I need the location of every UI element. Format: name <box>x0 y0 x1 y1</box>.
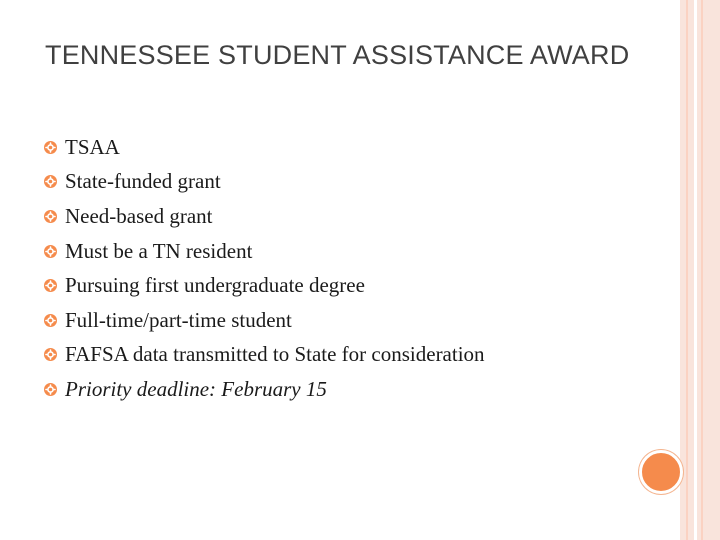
bullet-text: Must be a TN resident <box>65 238 253 263</box>
bullet-item <box>44 165 485 200</box>
slide-title: TENNESSEE STUDENT ASSISTANCE AWARD <box>45 40 630 70</box>
gear-bullet-icon <box>44 175 57 188</box>
bullet-text: FAFSA data transmitted to State for consideration <box>65 342 485 367</box>
border-line <box>701 0 703 540</box>
bullet-list <box>44 130 485 407</box>
bullet-text: Need-based grant <box>65 203 213 228</box>
bullet-item <box>44 303 485 338</box>
gear-bullet-icon <box>44 314 57 327</box>
bullet-text: Full-time/part-time student <box>65 307 292 332</box>
gear-bullet-icon <box>44 348 57 361</box>
bullet-item <box>44 199 485 234</box>
bullet-text: Pursuing first undergraduate degree <box>65 273 365 298</box>
gear-bullet-icon <box>44 210 57 223</box>
gear-bullet-icon <box>44 245 57 258</box>
bullet-item <box>44 372 485 407</box>
bullet-item <box>44 338 485 373</box>
bullet-text: TSAA <box>65 134 120 159</box>
decorative-circle <box>639 450 683 494</box>
gear-bullet-icon <box>44 141 57 154</box>
gear-bullet-icon <box>44 279 57 292</box>
gear-bullet-icon <box>44 383 57 396</box>
bullet-text: State-funded grant <box>65 169 221 194</box>
border-line <box>694 0 697 540</box>
bullet-item <box>44 234 485 269</box>
bullet-item <box>44 268 485 303</box>
border-line <box>686 0 688 540</box>
bullet-text: Priority deadline: February 15 <box>65 376 327 401</box>
bullet-item <box>44 130 485 165</box>
